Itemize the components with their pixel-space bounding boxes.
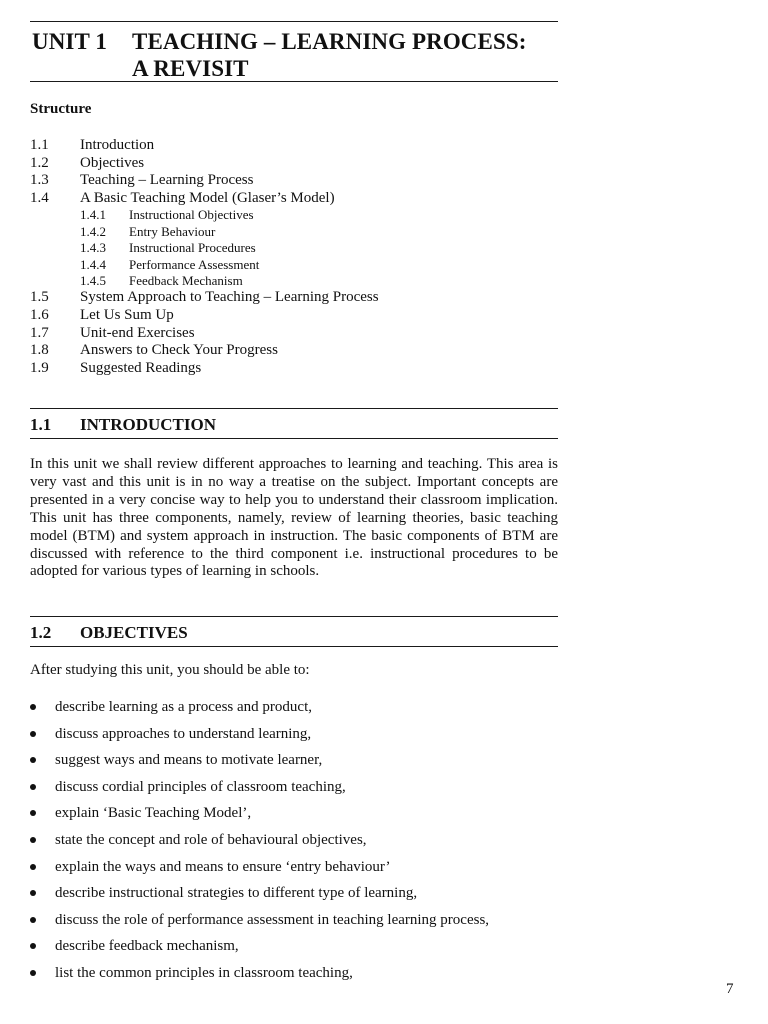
toc-subitem-label: Instructional Procedures xyxy=(129,240,256,256)
objectives-top-rule xyxy=(30,616,558,617)
toc-item-number: 1.5 xyxy=(30,289,49,306)
objectives-list xyxy=(30,697,570,990)
bullet-icon xyxy=(30,864,36,870)
list-item xyxy=(30,803,570,830)
unit-title-line-2: A REVISIT xyxy=(132,56,249,81)
list-item xyxy=(30,750,570,777)
toc-item-number: 1.1 xyxy=(30,137,49,153)
toc-item-label: System Approach to Teaching – Learning Process xyxy=(80,289,379,306)
toc-item-number: 1.3 xyxy=(30,172,49,189)
toc-item-label: Suggested Readings xyxy=(80,359,202,376)
introduction-top-rule xyxy=(30,408,558,409)
bullet-icon xyxy=(30,917,36,923)
introduction-title: INTRODUCTION xyxy=(80,415,217,434)
bullet-icon xyxy=(30,784,36,790)
list-item xyxy=(30,963,570,990)
unit-number: UNIT 1 xyxy=(32,29,107,54)
objectives-title: OBJECTIVES xyxy=(80,623,188,642)
bullet-icon xyxy=(30,837,36,843)
toc-item xyxy=(30,155,570,173)
structure-list xyxy=(30,137,570,377)
toc-item-label: Introduction xyxy=(80,137,155,153)
objective-text: state the concept and role of behavioural objectives, xyxy=(55,831,367,848)
toc-item-label: Answers to Check Your Progress xyxy=(80,342,278,359)
toc-subitem-label: Feedback Mechanism xyxy=(129,272,243,288)
toc-item xyxy=(30,289,570,307)
objective-text: suggest ways and means to motivate learner, xyxy=(55,752,323,769)
toc-item xyxy=(30,190,570,208)
toc-item-number: 1.7 xyxy=(30,324,49,341)
objective-text: describe learning as a process and product, xyxy=(55,699,312,715)
list-item xyxy=(30,777,570,804)
list-item xyxy=(30,883,570,910)
bullet-icon xyxy=(30,757,36,763)
toc-subitem-number: 1.4.3 xyxy=(80,240,106,256)
toc-subitem-number: 1.4.4 xyxy=(80,256,106,272)
toc-item-number: 1.4 xyxy=(30,189,49,206)
structure-heading: Structure xyxy=(30,101,92,117)
list-item xyxy=(30,936,570,963)
introduction-paragraph: In this unit we shall review different approaches to learning and teaching. This area is very vast and this unit is in no way a treatise on the subject. Important concepts are presented in a very concise way to help you to understand their classroom implication. This unit has three components, namely, review of learning theories, basic teaching model (BTM) and system approach in instruction. The basic components of BTM are discussed with reference to the third component i.e. instructional procedures to be adopted for various types of learning in schools. xyxy=(30,456,558,580)
objective-text: explain the ways and means to ensure ‘entry behaviour’ xyxy=(55,858,391,875)
list-item xyxy=(30,857,570,884)
toc-subitem-label: Entry Behaviour xyxy=(129,223,216,239)
toc-subitem-number: 1.4.1 xyxy=(80,207,106,223)
toc-subitem xyxy=(30,273,570,289)
bullet-icon xyxy=(30,731,36,737)
toc-item xyxy=(30,342,570,360)
list-item xyxy=(30,830,570,857)
objective-text: discuss approaches to understand learning, xyxy=(55,725,312,742)
toc-subitem xyxy=(30,240,570,256)
toc-subitem-number: 1.4.5 xyxy=(80,272,106,288)
bullet-icon xyxy=(30,890,36,896)
objective-text: discuss the role of performance assessment in teaching learning process, xyxy=(55,911,490,928)
toc-item-number: 1.9 xyxy=(30,359,49,376)
unit-title-line-1: TEACHING – LEARNING PROCESS: xyxy=(132,29,527,54)
page-number: 7 xyxy=(726,981,734,997)
top-rule xyxy=(30,21,558,22)
list-item xyxy=(30,910,570,937)
toc-subitem-label: Instructional Objectives xyxy=(129,207,254,223)
list-item xyxy=(30,697,570,724)
objectives-lead: After studying this unit, you should be able to: xyxy=(30,662,310,678)
bullet-icon xyxy=(30,943,36,949)
toc-item xyxy=(30,137,570,155)
toc-subitem xyxy=(30,224,570,240)
bullet-icon xyxy=(30,970,36,976)
toc-item-label: A Basic Teaching Model (Glaser’s Model) xyxy=(80,189,335,206)
toc-subitem xyxy=(30,257,570,273)
toc-item xyxy=(30,360,570,378)
introduction-bottom-rule xyxy=(30,438,558,439)
title-rule xyxy=(30,81,558,82)
toc-item xyxy=(30,307,570,325)
toc-item-label: Objectives xyxy=(80,154,145,171)
toc-item xyxy=(30,172,570,190)
objectives-bottom-rule xyxy=(30,646,558,647)
toc-item xyxy=(30,325,570,343)
objective-text: describe feedback mechanism, xyxy=(55,938,239,955)
objective-text: discuss cordial principles of classroom teaching, xyxy=(55,778,346,795)
bullet-icon xyxy=(30,704,36,710)
list-item xyxy=(30,724,570,751)
objectives-number: 1.2 xyxy=(30,623,52,642)
toc-item-label: Unit-end Exercises xyxy=(80,324,195,341)
toc-item-number: 1.6 xyxy=(30,306,49,323)
objective-text: describe instructional strategies to different type of learning, xyxy=(55,885,418,902)
toc-item-label: Teaching – Learning Process xyxy=(80,172,254,189)
objective-text: explain ‘Basic Teaching Model’, xyxy=(55,805,252,822)
toc-item-number: 1.2 xyxy=(30,154,49,171)
bullet-icon xyxy=(30,810,36,816)
toc-item-number: 1.8 xyxy=(30,342,49,359)
objective-text: list the common principles in classroom teaching, xyxy=(55,964,353,981)
introduction-number: 1.1 xyxy=(30,415,52,434)
toc-subitem xyxy=(30,207,570,223)
toc-subitem-number: 1.4.2 xyxy=(80,223,106,239)
toc-item-label: Let Us Sum Up xyxy=(80,306,174,323)
toc-subitem-label: Performance Assessment xyxy=(129,256,260,272)
